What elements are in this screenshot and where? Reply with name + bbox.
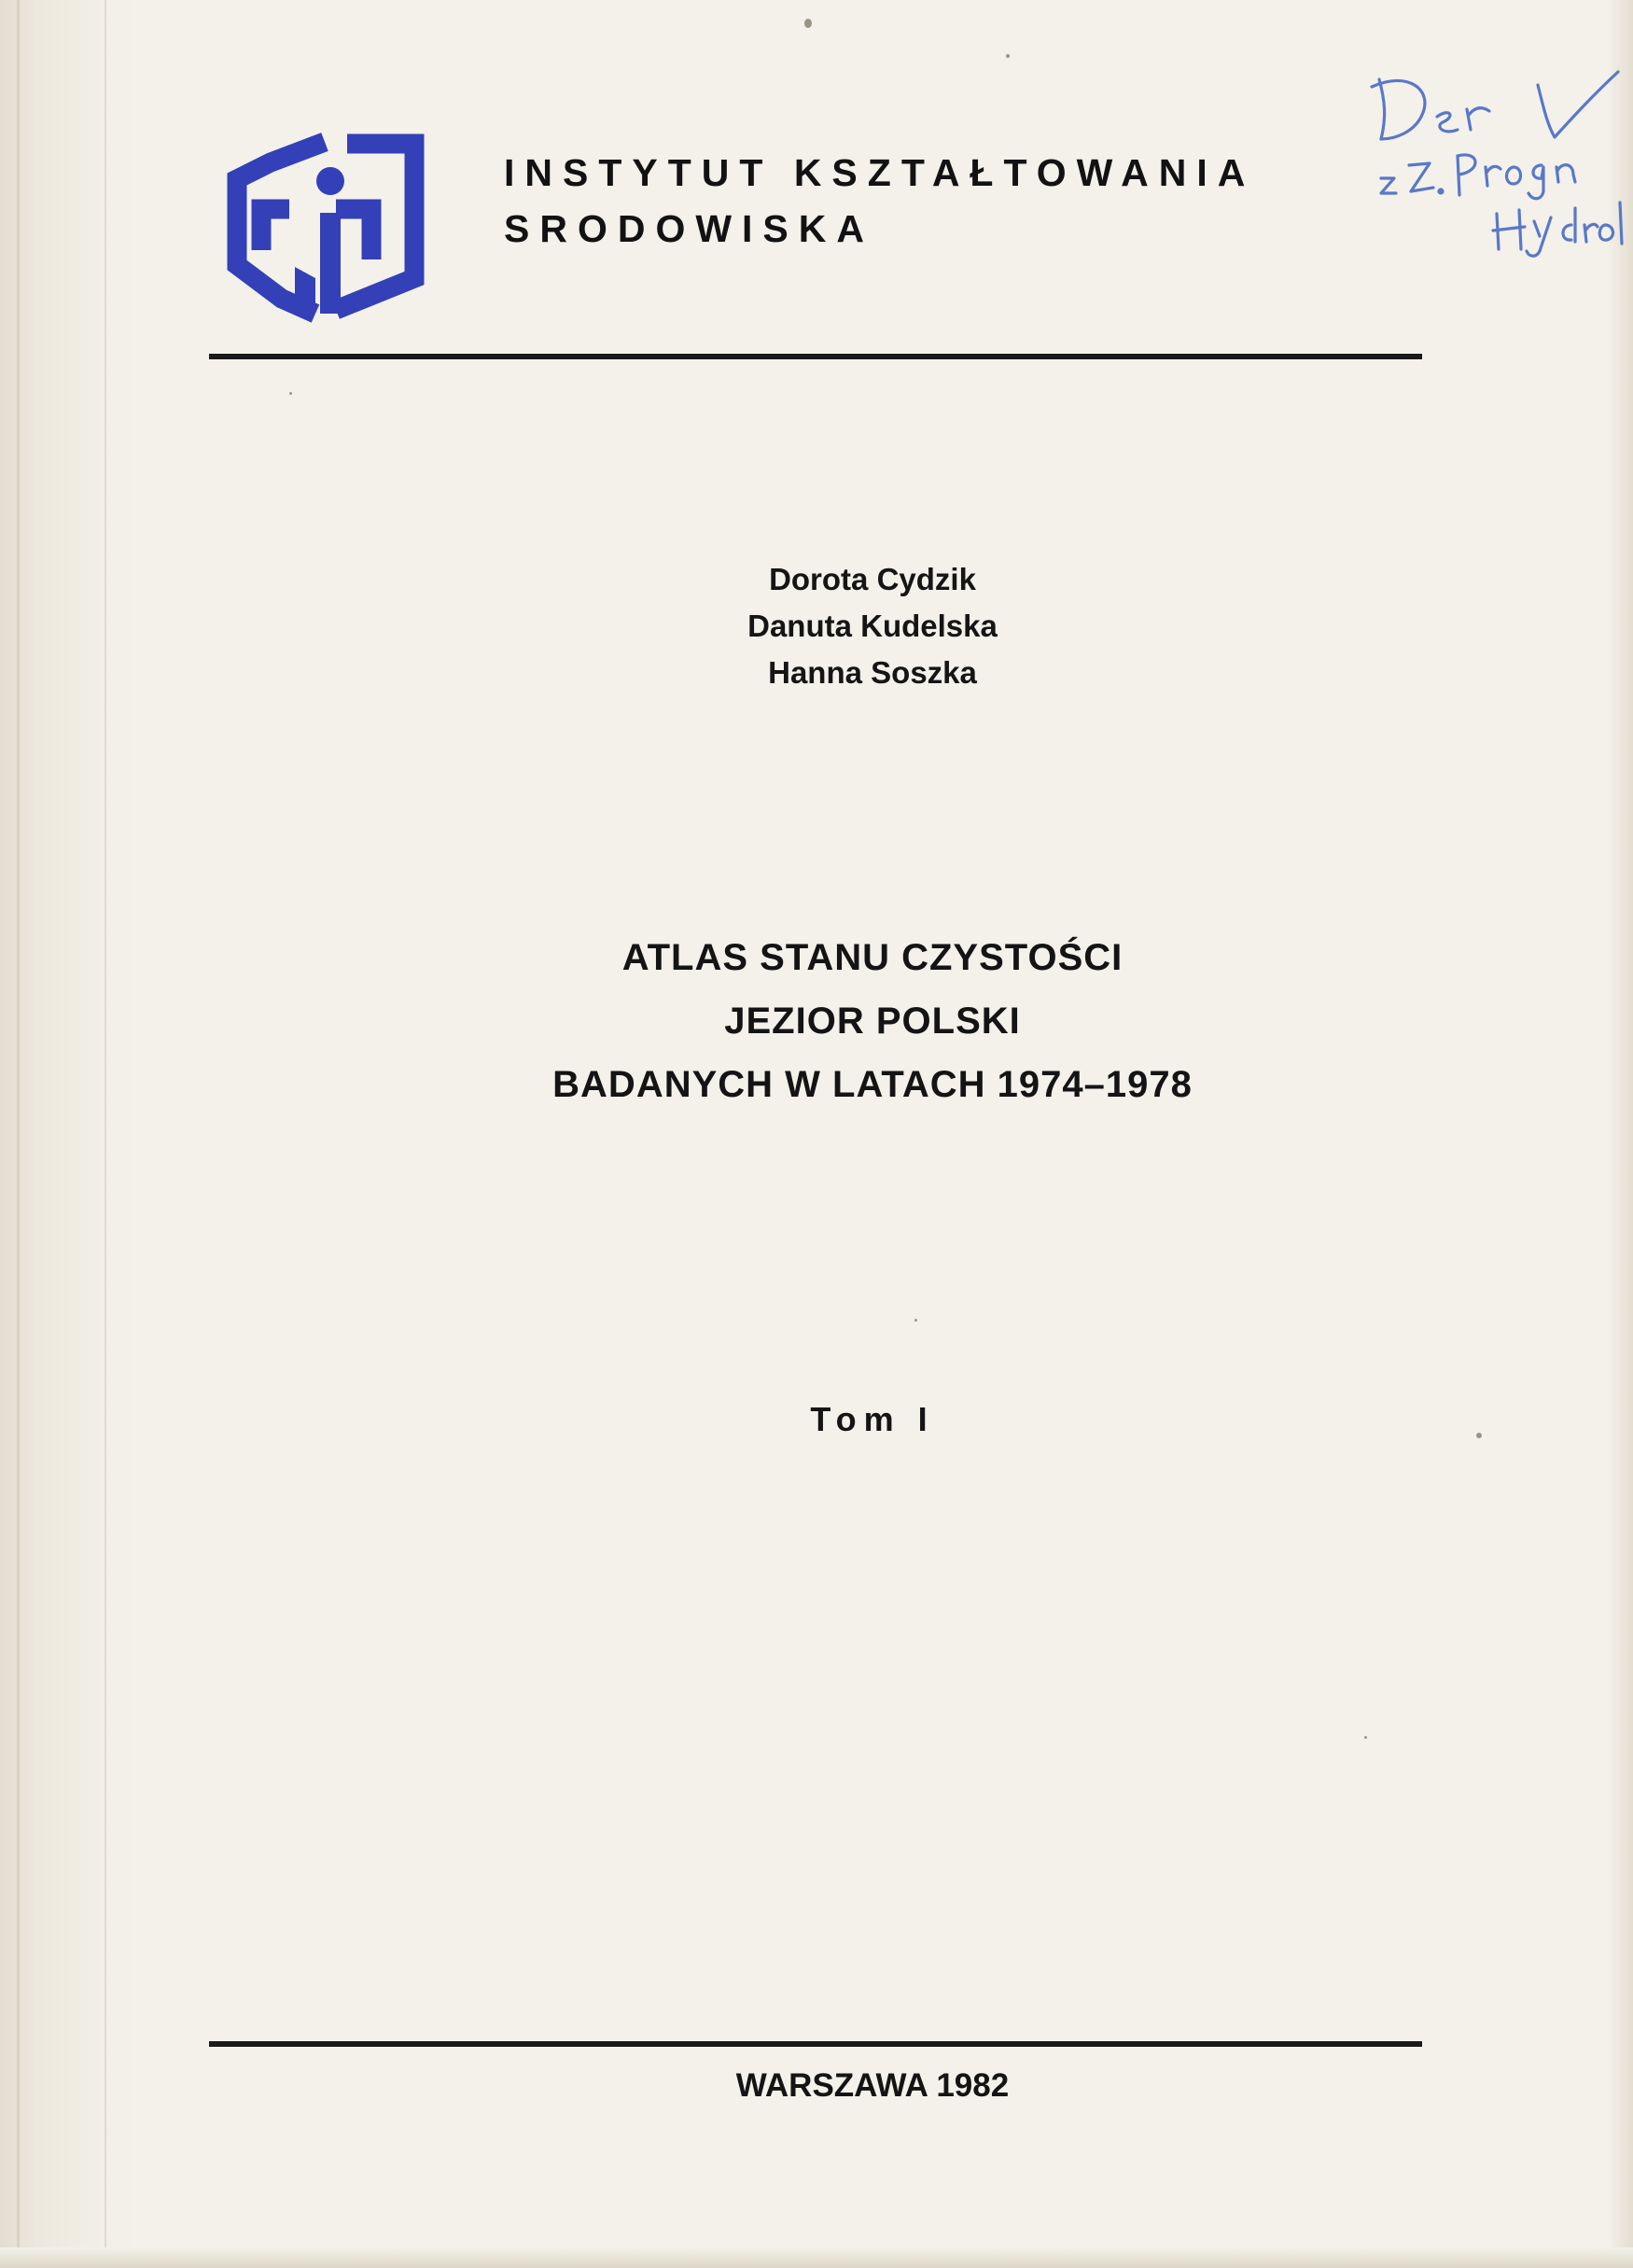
- bottom-divider-rule: [209, 2041, 1422, 2047]
- institute-name-line: INSTYTUT KSZTAŁTOWANIA: [504, 151, 1256, 194]
- document-title: [0, 926, 1633, 1116]
- imprint: [0, 2067, 1633, 2105]
- author-name: Dorota Cydzik: [769, 562, 976, 596]
- volume-text: Tom I: [810, 1400, 935, 1438]
- page-edge-right: [1607, 0, 1633, 2268]
- paper-speck: [1364, 1736, 1367, 1739]
- author-list: [0, 556, 1633, 696]
- title-line: BADANYCH W LATACH 1974–1978: [552, 1064, 1193, 1105]
- paper-speck: [1006, 54, 1010, 58]
- title-line: ATLAS STANU CZYSTOŚCI: [621, 937, 1124, 978]
- volume-label: [0, 1400, 1633, 1439]
- spine-fold: [105, 0, 106, 2268]
- title-line: JEZIOR POLSKI: [724, 1001, 1021, 1042]
- top-divider-rule: [209, 354, 1422, 359]
- paper-speck: [804, 19, 812, 28]
- author-name: Danuta Kudelska: [747, 609, 998, 643]
- page-edge-bottom: [0, 2247, 1633, 2268]
- binding-edge: [0, 0, 140, 2268]
- paper-speck: [914, 1319, 917, 1322]
- spine-fold: [17, 0, 20, 2268]
- paper-speck: [289, 392, 292, 395]
- handwritten-note: [1344, 51, 1624, 266]
- place-and-year: WARSZAWA 1982: [735, 2067, 1010, 2104]
- paper-speck: [1476, 1433, 1482, 1438]
- author-name: Hanna Soszka: [768, 655, 977, 690]
- institute-name-line: SRODOWISKA: [504, 207, 874, 250]
- institute-name: [504, 145, 1255, 257]
- institute-logo-icon: [224, 119, 429, 327]
